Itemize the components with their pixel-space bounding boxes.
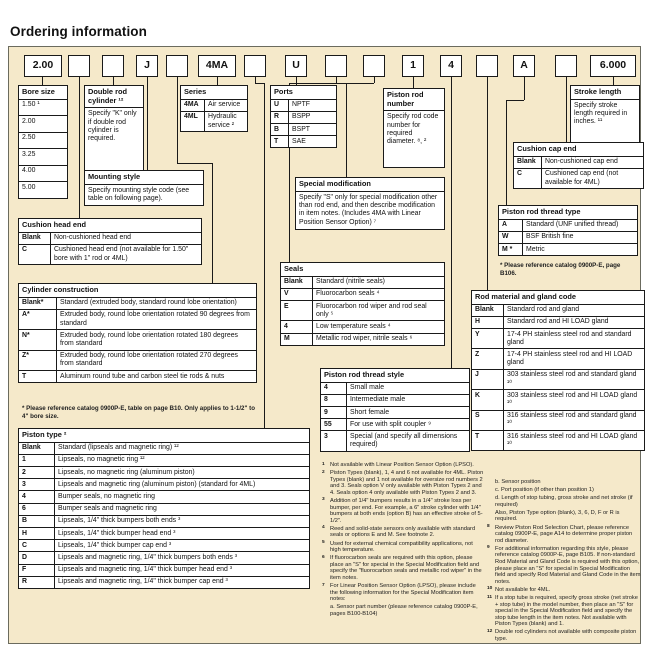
table-row xyxy=(19,370,256,382)
table-row xyxy=(19,329,256,349)
table-cell: Non-cushioned cap end xyxy=(545,158,618,166)
table-cell: Lipseals, 1/4" thick bumper head end ³ xyxy=(58,529,176,537)
table-cell: A xyxy=(499,220,523,231)
table-row xyxy=(19,99,67,116)
table-row xyxy=(472,369,644,389)
table-row xyxy=(19,454,309,466)
table-cell: BSPP xyxy=(292,113,311,121)
table-cell: 316 stainless steel rod and HI LOAD gland ¹⁰ xyxy=(507,432,638,448)
code-box-piston-type xyxy=(244,55,266,77)
code-box-double-rod xyxy=(102,55,124,77)
table-title: Piston rod number xyxy=(387,90,424,108)
table-row xyxy=(271,111,336,123)
info-text: Specify rod code number for required diameter. ⁸, ² xyxy=(384,110,444,167)
table-cell: Intermediate male xyxy=(350,396,406,404)
table-title: Rod material and gland code xyxy=(475,292,577,301)
table-cell: Standard rod and gland xyxy=(507,306,580,314)
table-row xyxy=(19,181,67,198)
mounting-style-box xyxy=(84,170,204,206)
table-row xyxy=(321,406,469,418)
table-cell: Small male xyxy=(350,384,385,392)
table-row xyxy=(19,115,67,132)
table-cell: 1 xyxy=(19,455,55,466)
footnote: 9 For additional information regarding this style, please reference catalog 0900P-E, page B105. If non-standard Rod Material and Gland Code is required with this option, please place an "S" for special in Special Modification field and specify Rod Material and Gland Code in the item notes. xyxy=(487,545,641,585)
table-cell: 9 xyxy=(321,407,347,418)
code-box-mounting-style: J xyxy=(136,55,158,77)
table-cell: V xyxy=(281,289,313,300)
page-title: Ordering information xyxy=(10,24,147,39)
table-cell: 3 xyxy=(321,431,347,450)
stroke-length-box xyxy=(570,85,640,143)
table-cell: C xyxy=(19,540,55,551)
code-box-cushion-head-end xyxy=(68,55,90,77)
table-cell: R xyxy=(271,112,289,123)
table-cell: Z* xyxy=(19,351,57,370)
table-cell: 17-4 PH stainless steel rod and standard gland xyxy=(507,330,632,346)
table-title: Double rod cylinder ¹² xyxy=(88,87,128,105)
piston-rod-thread-type-table xyxy=(498,205,638,256)
table-cell: M * xyxy=(499,244,523,255)
table-cell: For use with split coupler ⁹ xyxy=(350,420,432,428)
connector-line xyxy=(566,77,567,142)
table-row xyxy=(19,515,309,527)
table-cell: 4MA xyxy=(181,100,205,111)
table-row xyxy=(19,297,256,309)
table-cell: H xyxy=(19,528,55,539)
table-cell: 4ML xyxy=(181,112,205,131)
table-cell: Lipseals, no magnetic ring (aluminum piston) xyxy=(58,468,195,476)
table-row xyxy=(281,288,444,300)
table-cell: Air service xyxy=(208,101,241,109)
table-cell: Blank xyxy=(281,277,313,288)
table-cell: Extruded body, round lobe orientation rotated 270 degrees from standard xyxy=(60,352,239,368)
table-title: Ports xyxy=(274,87,293,96)
table-cell: Lipseals, 1/4" thick bumpers both ends ³ xyxy=(58,517,181,525)
table-row xyxy=(472,410,644,430)
table-cell: 5.00 xyxy=(22,183,36,191)
connector-line xyxy=(79,77,80,218)
footnote: b. Sensor position xyxy=(495,479,541,485)
table-cell: Standard (extruded body, standard round lobe orientation) xyxy=(60,299,237,307)
table-cell: Hydraulic service ² xyxy=(208,113,237,129)
footnote: 6 If fluorocarbon seals are required with this option, please place an "S" for special in the Special Modification field and specify the "fluorocarbon seals and metallic rod wiper" in the item notes. xyxy=(322,554,482,581)
special-modification-box xyxy=(295,177,445,230)
code-box-bore-size: 2.00 xyxy=(24,55,62,77)
connector-line xyxy=(289,83,374,84)
table-cell: NPTF xyxy=(292,101,310,109)
code-box-cushion-cap-end xyxy=(555,55,577,77)
connector-line xyxy=(451,77,452,368)
table-cell: 55 xyxy=(321,419,347,430)
table-title: Piston type ² xyxy=(22,430,67,439)
table-cell: 4 xyxy=(19,491,55,502)
piston-rod-number-box xyxy=(383,88,445,168)
ports-table xyxy=(270,85,337,148)
code-box-rod-material xyxy=(476,55,498,77)
table-cell: T xyxy=(271,136,289,147)
table-row xyxy=(472,328,644,348)
table-cell: Fluorocarbon seals ⁴ xyxy=(316,290,380,298)
table-cell: Standard (lipseals and magnetic ring) ¹² xyxy=(58,444,179,452)
table-row xyxy=(19,503,309,515)
table-cell: R xyxy=(19,577,55,588)
table-cell: H xyxy=(472,317,504,328)
cushion-head-end-table xyxy=(18,218,202,265)
table-cell: D xyxy=(19,552,55,563)
info-text: Specify stroke length required in inches. ¹¹ xyxy=(571,99,639,142)
connector-line xyxy=(374,77,375,83)
table-cell: Blank xyxy=(19,233,51,244)
table-cell: 4 xyxy=(281,321,313,332)
table-row xyxy=(19,527,309,539)
footnotes-right-column xyxy=(487,479,641,644)
table-cell: 3.25 xyxy=(22,150,36,158)
piston-rod-thread-style-table xyxy=(320,368,470,452)
table-row xyxy=(499,243,637,255)
table-cell: Blank xyxy=(514,157,542,168)
table-cell: Lipseals and magnetic ring (aluminum piston) (standard for 4ML) xyxy=(58,480,256,488)
table-cell: 316 stainless steel rod and standard gland ¹⁰ xyxy=(507,412,637,428)
connector-line xyxy=(177,163,213,164)
connector-line xyxy=(506,100,524,101)
table-row xyxy=(281,300,444,320)
table-row xyxy=(472,348,644,368)
table-title: Cushion cap end xyxy=(517,144,577,153)
table-cell: Lipseals and magnetic ring, 1/4" thick bumper head end ³ xyxy=(58,566,233,574)
table-row xyxy=(181,99,247,111)
table-row xyxy=(321,418,469,430)
table-title: Stroke length xyxy=(574,87,622,96)
cylinder-construction-table xyxy=(18,283,257,383)
table-cell: Special (and specify all dimensions required) xyxy=(350,432,458,449)
code-box-seals xyxy=(363,55,385,77)
table-cell: Blank xyxy=(19,443,55,454)
table-cell: Bumper seals and magnetic ring xyxy=(58,505,157,513)
table-row xyxy=(499,231,637,243)
table-cell: Z xyxy=(472,349,504,368)
table-row xyxy=(514,168,643,188)
table-cell: E xyxy=(281,301,313,320)
table-footnote: * Please reference catalog 0900P-E, table on page B10. Only applies to 1-1/2" to 4" bore size. xyxy=(22,405,255,420)
table-row xyxy=(19,442,309,454)
table-row xyxy=(321,382,469,394)
table-row xyxy=(19,165,67,182)
table-row xyxy=(281,333,444,345)
table-row xyxy=(321,430,469,450)
code-box-thread-type: A xyxy=(513,55,535,77)
footnote: 12 Double rod cylinders not available with composite piston type. xyxy=(487,628,637,643)
table-row xyxy=(181,111,247,131)
table-row xyxy=(19,232,201,244)
connector-line xyxy=(524,77,525,100)
info-text: Specify "S" only for special modification other than rod end, and then describe modification in item notes. (Includes 4MA with Linear Position Sensor Option) ⁷ xyxy=(296,191,444,230)
table-row xyxy=(271,135,336,147)
table-row xyxy=(514,156,643,168)
table-title: Special modification xyxy=(299,179,371,188)
table-footnote: * Please reference catalog 0900P-E, page B106. xyxy=(500,262,621,277)
table-title: Mounting style xyxy=(88,172,141,181)
table-cell: Standard (UNF unified thread) xyxy=(526,221,619,229)
code-box-ports: U xyxy=(285,55,307,77)
footnote: 5 Used for external chemical compatibility applications, not high temperature. xyxy=(322,540,473,554)
connector-line xyxy=(613,77,614,85)
footnote: 1 Not available with Linear Position Sensor Option (LPSO). xyxy=(322,461,474,468)
table-cell: 3 xyxy=(19,479,55,490)
code-box-stroke-length: 6.000 xyxy=(590,55,636,77)
table-cell: Standard rod and HI LOAD gland xyxy=(507,318,609,326)
table-cell: 2.00 xyxy=(22,117,36,125)
bore-size-table xyxy=(18,85,68,199)
table-cell: Lipseals, no magnetic ring ¹² xyxy=(58,456,145,464)
table-cell: Blank xyxy=(472,305,504,316)
table-cell: 1.50 ¹ xyxy=(22,101,40,109)
table-cell: Lipseals, 1/4" thick bumper cap end ³ xyxy=(58,541,172,549)
table-row xyxy=(472,430,644,450)
table-cell: Non-cushioned head end xyxy=(54,234,132,242)
table-cell: Extruded body, round lobe orientation rotated 90 degrees from standard xyxy=(60,311,250,327)
series-table xyxy=(180,85,248,132)
cushion-cap-end-table xyxy=(513,142,644,189)
connector-line xyxy=(147,77,148,170)
table-row xyxy=(19,244,201,264)
footnote: 8 Review Piston Rod Selection Chart, please reference catalog 0900P-E, page A14 to determine proper piston rod diameter. xyxy=(487,524,633,544)
table-row xyxy=(19,564,309,576)
table-cell: Aluminum round tube and carbon steel tie rods & nuts xyxy=(60,372,225,380)
table-row xyxy=(472,316,644,328)
table-row xyxy=(19,478,309,490)
footnote: 4 Reed and solid-state sensors only available with standard seals or options E and M. See footnote 2. xyxy=(322,525,476,539)
table-cell: M xyxy=(281,334,313,345)
table-row xyxy=(499,219,637,231)
code-box-thread-style: 4 xyxy=(440,55,462,77)
footnote: 10 Not available for 4ML. xyxy=(487,586,551,593)
table-cell: 8 xyxy=(321,395,347,406)
table-cell: 17-4 PH stainless steel rod and HI LOAD gland xyxy=(507,350,633,367)
connector-line xyxy=(255,83,264,84)
table-row xyxy=(19,350,256,370)
code-box-cylinder-construction xyxy=(166,55,188,77)
table-cell: Lipseals and magnetic ring, 1/4" thick bumpers both ends ³ xyxy=(58,553,238,561)
connector-line xyxy=(212,163,213,283)
table-cell: T xyxy=(472,431,504,450)
table-cell: Bumper seals, no magnetic ring xyxy=(58,492,155,500)
code-box-piston-rod-number: 1 xyxy=(402,55,424,77)
connector-line xyxy=(42,77,43,85)
table-cell: A* xyxy=(19,310,57,329)
table-row xyxy=(271,123,336,135)
table-row xyxy=(271,99,336,111)
footnote: Also, Piston Type option (blank), 3, 6, D, F or R is required. xyxy=(495,509,620,523)
piston-type-table xyxy=(18,428,310,589)
table-cell: 2 xyxy=(19,467,55,478)
table-cell: J xyxy=(472,370,504,389)
connector-line xyxy=(413,77,414,88)
table-cell: B xyxy=(19,516,55,527)
table-row xyxy=(19,551,309,563)
table-cell: Cushioned head end (not available for 1.50" bore with 1" rod or 4ML) xyxy=(54,246,189,262)
table-cell: Standard (nitrile seals) xyxy=(316,278,385,286)
footnote: 7 For Linear Position Sensor Option (LPSO), please include the following information for the Special Modification item notes: xyxy=(322,582,476,603)
info-text: Specify mounting style code (see table on following page). xyxy=(85,184,203,206)
connector-line xyxy=(113,77,114,85)
table-cell: Short female xyxy=(350,408,390,416)
footnote: c. Port position (if other than position 1) xyxy=(495,487,594,494)
table-cell: W xyxy=(499,232,523,243)
table-title: Piston rod thread type xyxy=(502,207,581,216)
footnote: d. Length of stop tubing, gross stroke and net stroke (if required) xyxy=(495,495,633,508)
code-box-special-modification xyxy=(325,55,347,77)
table-cell: B xyxy=(271,124,289,135)
table-cell: BSF British fine xyxy=(526,233,574,241)
table-cell: Cushioned cap end (not available for 4ML) xyxy=(545,170,619,186)
table-cell: K xyxy=(472,390,504,409)
table-cell: S xyxy=(472,411,504,430)
table-cell: 6 xyxy=(19,504,55,515)
table-cell: T xyxy=(19,371,57,382)
table-title: Series xyxy=(184,87,207,96)
code-box-series: 4MA xyxy=(198,55,236,77)
table-cell: 4.00 xyxy=(22,167,36,175)
table-cell: Fluorocarbon rod wiper and rod seal only ⁵ xyxy=(316,302,427,318)
connector-line xyxy=(487,77,488,290)
table-title: Seals xyxy=(284,264,304,273)
table-row xyxy=(19,309,256,329)
rod-material-gland-code-table xyxy=(471,290,645,451)
footnote: 11 If a stop tube is required, specify gross stroke (net stroke + stop tube) in the model number, then place an "S" for special in the Special Modification field and specify the stop tube length in the item notes. Not available with Piston Types (blank) and 1. xyxy=(487,594,638,628)
table-cell: SAE xyxy=(292,137,306,145)
table-cell: N* xyxy=(19,330,57,349)
table-cell: Metallic rod wiper, nitrile seals ⁶ xyxy=(316,335,413,343)
table-row xyxy=(472,389,644,409)
table-cell: 303 stainless steel rod and standard gland ¹⁰ xyxy=(507,371,637,387)
seals-table xyxy=(280,262,445,346)
table-row xyxy=(472,304,644,316)
table-row xyxy=(19,490,309,502)
footnotes-left-column xyxy=(322,462,484,619)
footnote: 2 Piston Types (blank), 1, 4 and 6 not available for 4ML. Piston Types (blank) and 1 not available for oversize rod numbers 2 and 3. Seals option V only available with Piston Types 2 and 4. Seals option 4 only available with Piston Types 2 and 3. xyxy=(322,469,484,496)
table-cell: Extruded body, round lobe orientation rotated 180 degrees from standard xyxy=(60,331,239,347)
connector-line xyxy=(506,100,507,207)
connector-line xyxy=(217,77,218,85)
table-title: Bore size xyxy=(22,87,55,96)
info-text: Specify "K" only if double rod cylinder is required. xyxy=(85,107,143,184)
table-cell: C xyxy=(514,169,542,188)
table-cell: 303 stainless steel rod and HI LOAD gland ¹⁰ xyxy=(507,391,638,407)
table-cell: Y xyxy=(472,329,504,348)
table-title: Cylinder construction xyxy=(22,285,99,294)
table-cell: Lipseals and magnetic ring, 1/4" thick bumper cap end ³ xyxy=(58,578,228,586)
table-row xyxy=(281,320,444,332)
table-cell: Low temperature seals ⁴ xyxy=(316,322,391,330)
table-row xyxy=(19,148,67,165)
table-cell: Blank* xyxy=(19,298,57,309)
connector-line xyxy=(264,83,265,428)
table-title: Piston rod thread style xyxy=(324,370,405,379)
table-row xyxy=(19,576,309,588)
connector-line xyxy=(177,77,178,163)
table-row xyxy=(19,539,309,551)
table-cell: C xyxy=(19,245,51,264)
table-title: Cushion head end xyxy=(22,220,87,229)
table-cell: 2.50 xyxy=(22,134,36,142)
table-row xyxy=(321,394,469,406)
footnote: a. Sensor part number (please reference catalog 0900P-E, pages B100-B104) xyxy=(330,604,478,617)
connector-line xyxy=(346,83,347,177)
table-cell: U xyxy=(271,100,289,111)
table-cell: BSPT xyxy=(292,125,310,133)
table-row xyxy=(19,466,309,478)
table-cell: F xyxy=(19,565,55,576)
table-cell: 4 xyxy=(321,383,347,394)
table-row xyxy=(19,132,67,149)
table-cell: Metric xyxy=(526,245,545,253)
table-row xyxy=(281,276,444,288)
footnote: 3 Addition of 1/4" bumpers results in a 1/4" stroke loss per bumper, per end. For example, a 6" stroke cylinder with 1/4" bumpers at both ends (option B) has an effective stroke of 5-1/2". xyxy=(322,497,483,524)
